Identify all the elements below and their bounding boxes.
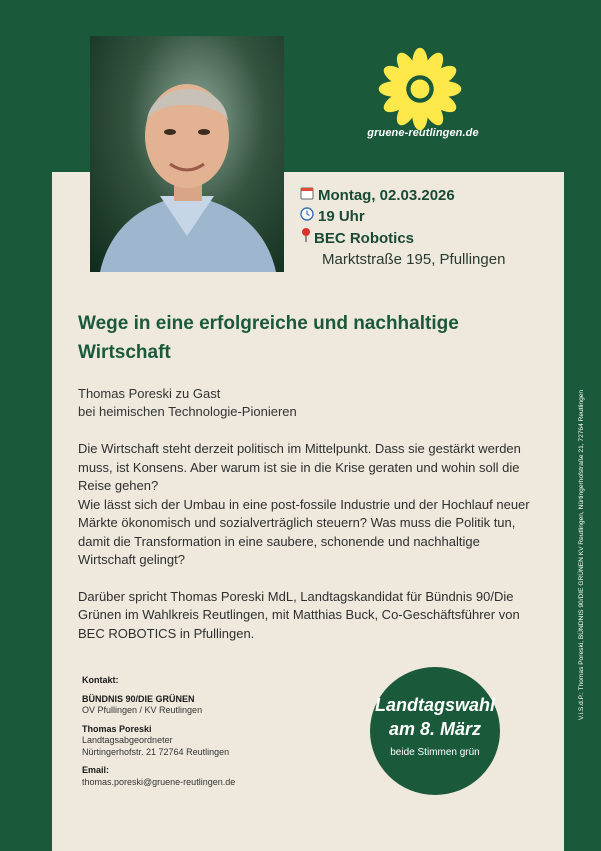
event-time-row [300, 206, 505, 227]
event-details [300, 185, 505, 270]
badge-line-1: Landtagswahl [374, 695, 495, 715]
contact-address: Nürtingerhofstr. 21 72764 Reutlingen [82, 746, 230, 757]
event-time: 19 Uhr [318, 208, 365, 225]
contact-email[interactable]: thomas.poreski@gruene-reutlingen.de [82, 776, 236, 787]
subtitle-line-2: bei heimischen Technologie-Pionieren [78, 404, 297, 419]
speaker-photo [90, 36, 284, 272]
event-address: Marktstraße 195, Pfullingen [322, 251, 506, 268]
pin-icon [300, 227, 314, 249]
event-venue: BEC Robotics [314, 229, 415, 247]
contact-person: Thomas Poreski [82, 723, 152, 734]
body-paragraph-2: Wie lässt sich der Umbau in eine post-fossile Industrie und der Hochlauf neuer Märkte ökonomisch und sozialverträglich steuern? Was muss die Politik tun, damit die Transformation in eine saubere, schonende und nachhaltige Wirtschaft gelingt? [78, 496, 530, 567]
badge-line-3: beide Stimmen grün [390, 747, 480, 758]
subtitle [78, 385, 538, 421]
body-text [78, 440, 538, 661]
contact-role: Landtagsabgeordneter [82, 735, 173, 745]
page-title: Wege in eine erfolgreiche und nachhaltige Wirtschaft [78, 313, 459, 363]
contact-org-sub: OV Pfullingen / KV Reutlingen [82, 705, 203, 715]
calendar-icon [300, 185, 318, 206]
body-paragraph-3: Darüber spricht Thomas Poreski MdL, Landtagskandidat für Bündnis 90/Die Grünen im Wahlkreis Reutlingen, mit Matthias Buck, Co-Geschäftsführer von BEC ROBOTICS in Pfullingen. [78, 588, 520, 641]
clock-icon [300, 206, 318, 227]
subtitle-line-1: Thomas Poreski zu Gast [78, 386, 221, 401]
sunflower-logo-icon [377, 46, 463, 132]
event-date: Montag, 02.03.2026 [318, 187, 455, 204]
website-label: gruene-reutlingen.de [367, 127, 479, 139]
speaker-portrait [90, 36, 284, 272]
contact-email-label: Email: [82, 765, 110, 775]
event-venue-row [300, 227, 505, 249]
event-date-row [300, 185, 505, 206]
contact-org-name: BÜNDNIS 90/DIE GRÜNEN [82, 693, 195, 704]
badge-line-2: am 8. März [388, 719, 482, 739]
contact-heading: Kontakt: [82, 675, 119, 685]
imprint-text: V.i.S.d.P.: Thomas Poreski, BÜNDNIS 90/DIE GRÜNEN KV Reutlingen, Nürtingerhofstraße 21, 72764 Reutlingen [578, 389, 585, 720]
imprint-vertical [578, 380, 588, 720]
contact-block [82, 675, 312, 788]
body-paragraph-1: Die Wirtschaft steht derzeit politisch im Mittelpunkt. Dass sie gestärkt werden muss, ist Konsens. Aber warum ist sie in die Krise geraten und wohin soll die Reise gehen? [78, 441, 521, 493]
election-badge [370, 667, 500, 795]
